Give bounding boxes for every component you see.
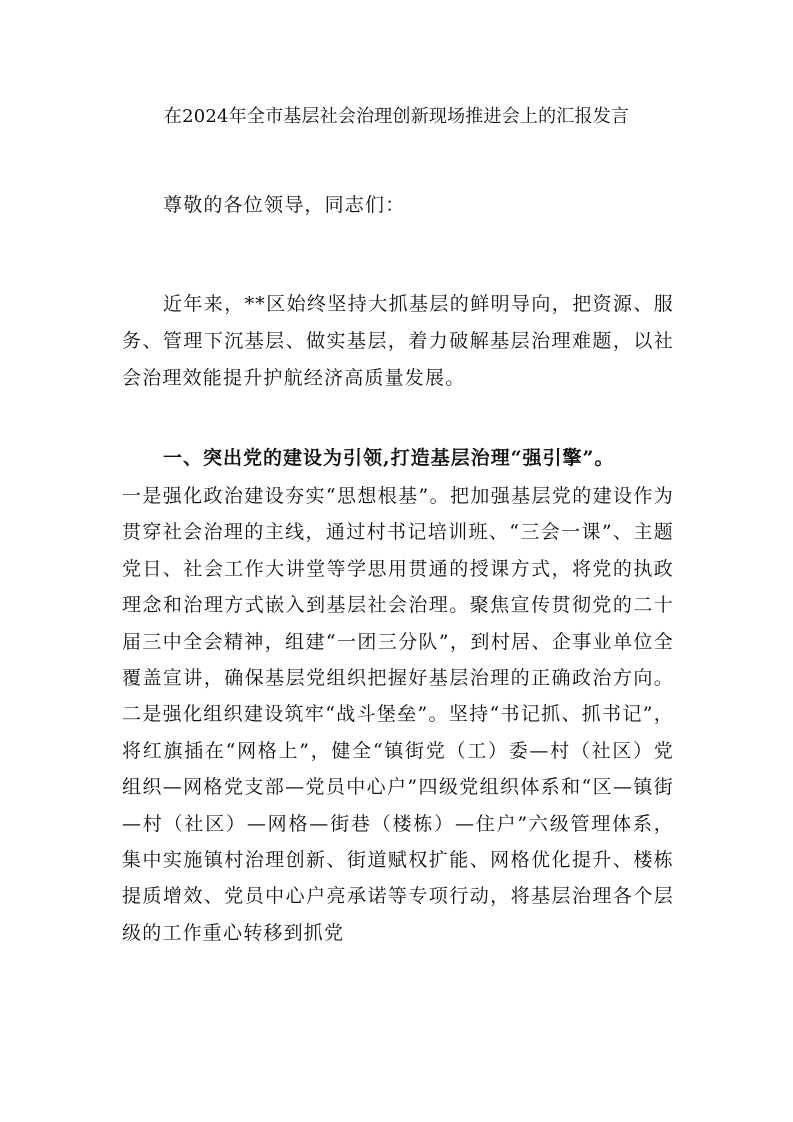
document-title: 在2024年全市基层社会治理创新现场推进会上的汇报发言 (163, 106, 630, 127)
section-heading: 一、突出党的建设为引领,打造基层治理“强引擎”。 (163, 447, 615, 469)
greeting-paragraph: 尊敬的各位领导，同志们： (163, 194, 406, 216)
section-body-paragraph: 一是强化政治建设夯实“思想根基”。把加强基层党的建设作为贯穿社会治理的主线，通过村书记培训班、“三会一课”、主题党日、社会工作大讲堂等学思用贯通的授课方式，将党的执政理念和治理方式嵌入到基层社会治理。聚焦宣传贯彻党的二十届三中全会精神，组建“一团三分队”，到村居、企事业单位全覆盖宣讲，确保基层党组织把握好基层治理的正确政治方向。二是强化组织建设筑牢“战斗堡垒”。坚持“书记抓、抓书记”，将红旗插在“网格上”，健全“镇街党（工）委—村（社区）党组织—网格党支部—党员中心户”四级党组织体系和“区—镇街—村（社区）—网格—街巷（楼栋）—住户”六级管理体系，集中实施镇村治理创新、街道赋权扩能、网格优化提升、楼栋提质增效、党员中心户亮承诺等专项行动，将基层治理各个层级的工作重心转移到抓党 (122, 485, 674, 944)
intro-paragraph: 近年来，**区始终坚持大抓基层的鲜明导向，把资源、服务、管理下沉基层、做实基层，着力破解基层治理难题，以社会治理效能提升护航经济高质量发展。 (122, 293, 674, 389)
